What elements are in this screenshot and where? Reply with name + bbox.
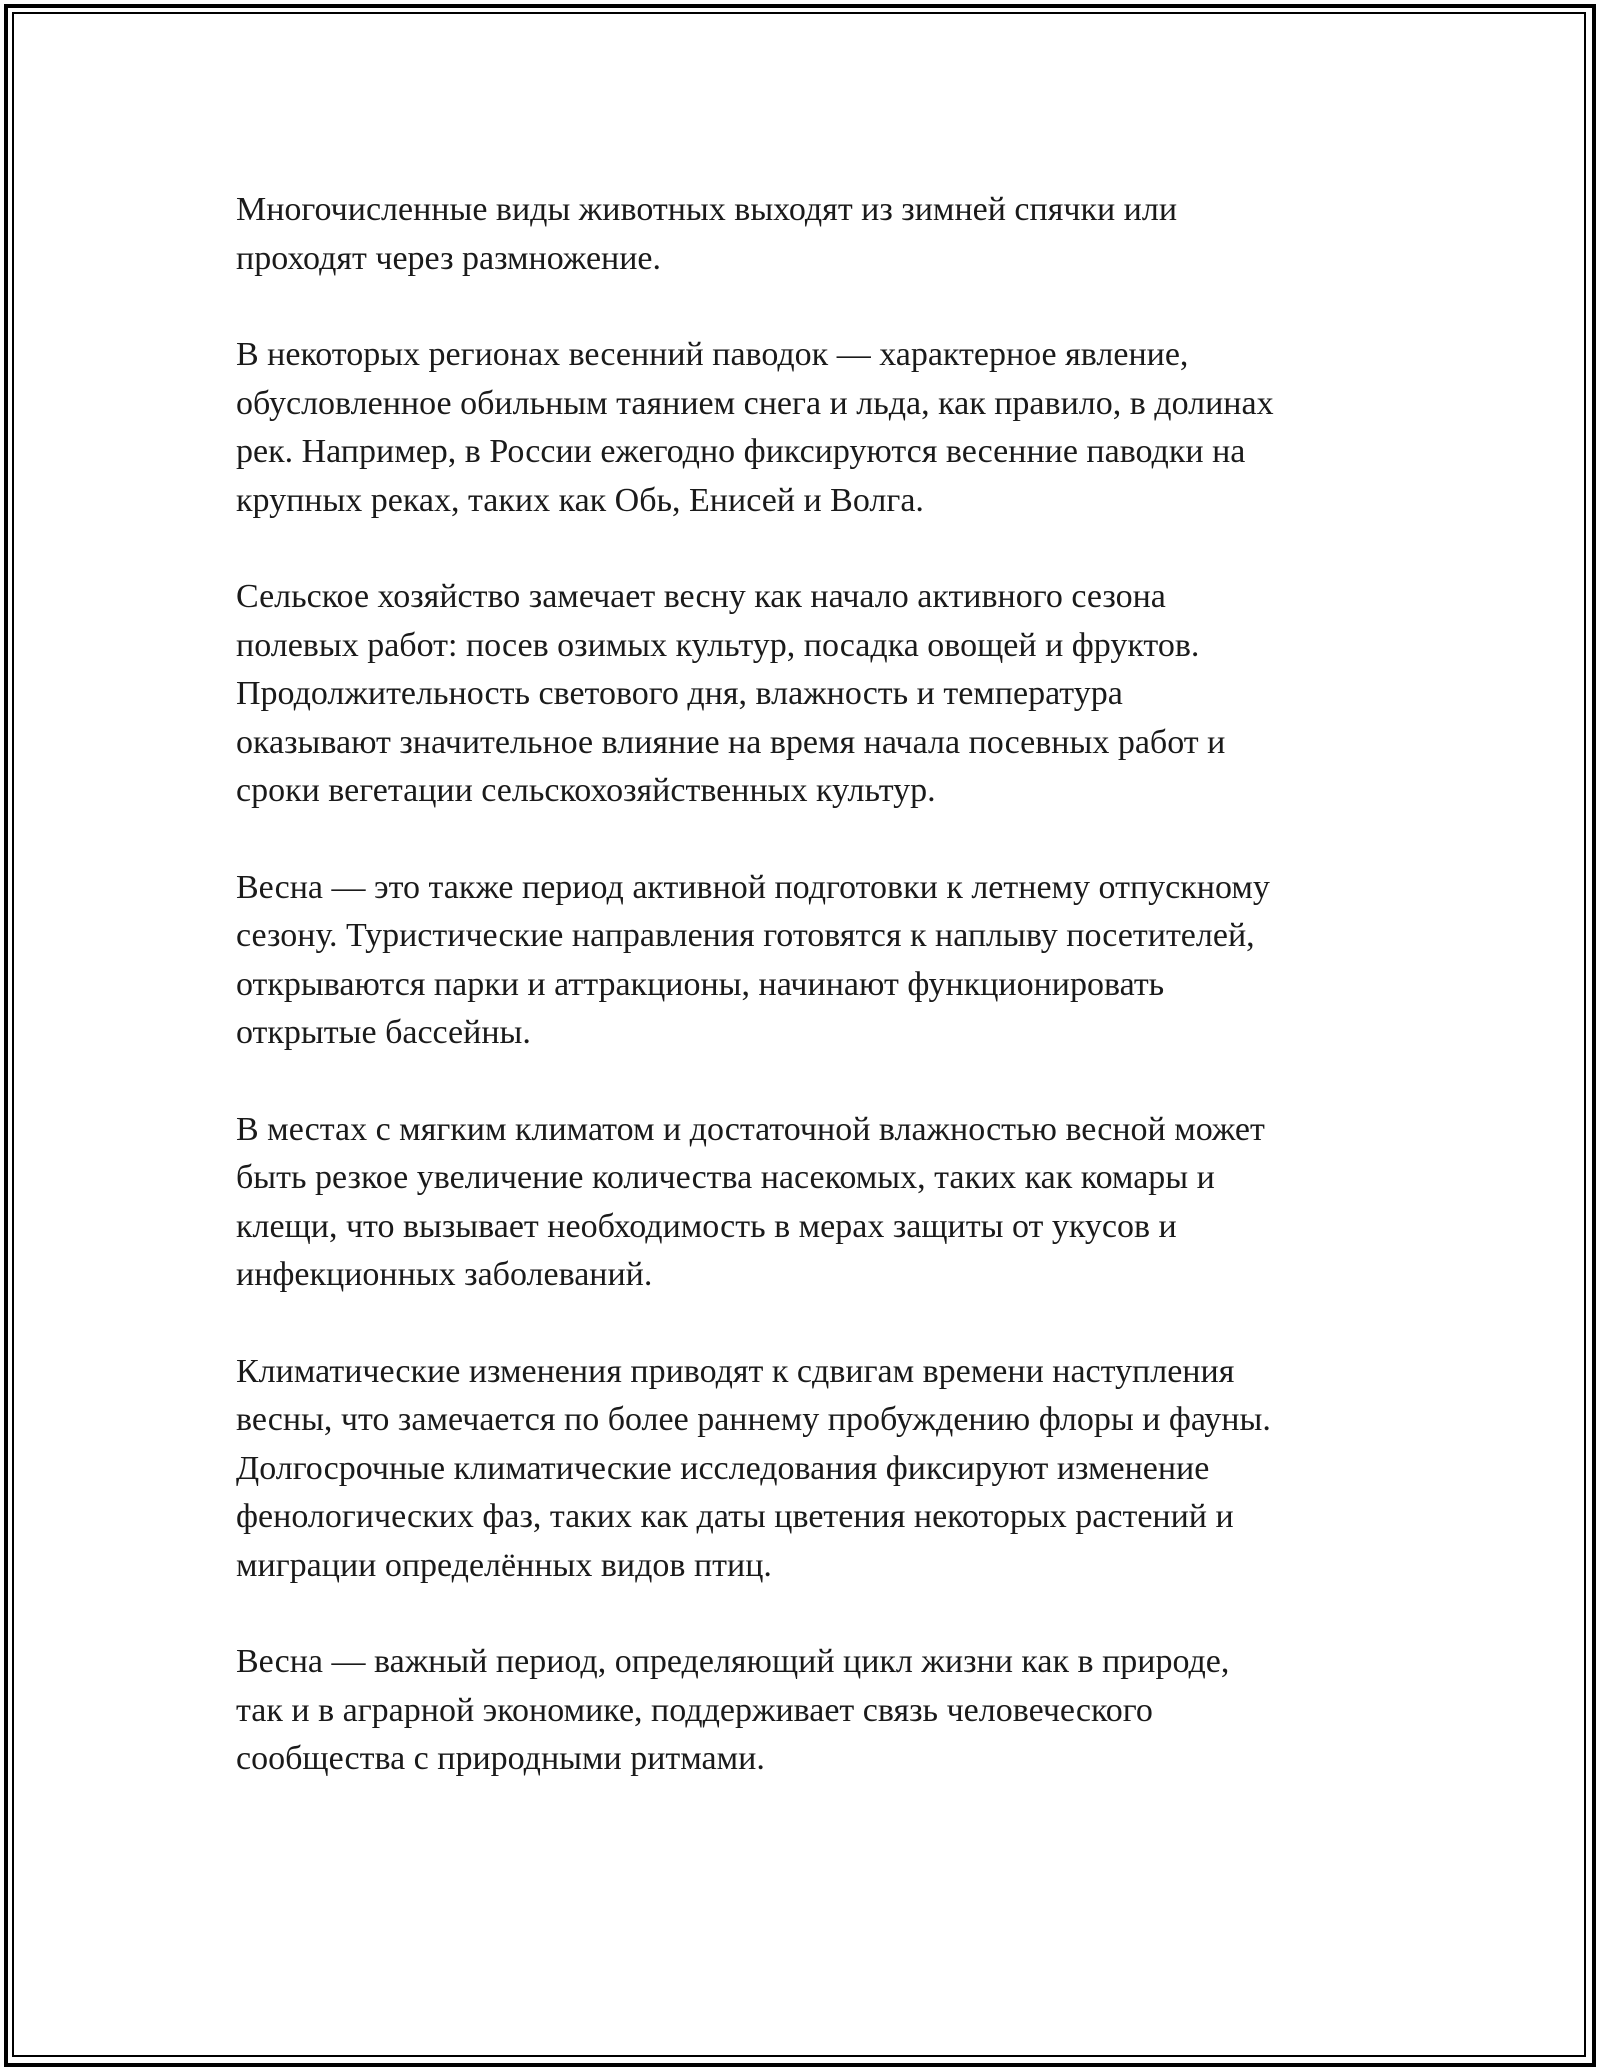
- paragraph: [236, 864, 1386, 1058]
- text-line: рек. Например, в России ежегодно фиксируются весенние паводки на: [236, 433, 1246, 470]
- text-line: Климатические изменения приводят к сдвигам времени наступления: [236, 1352, 1235, 1390]
- paragraph: [236, 331, 1386, 525]
- text-line: фенологических фаз, таких как даты цветения некоторых растений и: [236, 1498, 1234, 1535]
- text-line: Весна — это также период активной подготовки к летнему отпускному: [236, 868, 1270, 906]
- text-line: Весна — важный период, определяющий цикл жизни как в природе,: [236, 1643, 1230, 1680]
- text-line: Продолжительность светового дня, влажность и температура: [236, 675, 1123, 712]
- paragraph: [236, 1106, 1386, 1300]
- text-line: открываются парки и аттракционы, начинают функционировать: [236, 965, 1165, 1003]
- text-line: Сельское хозяйство замечает весну как начало активного сезона: [236, 578, 1166, 615]
- paragraph: [236, 573, 1386, 816]
- text-line: инфекционных заболеваний.: [236, 1256, 653, 1293]
- text-line: миграции определённых видов птиц.: [236, 1546, 772, 1584]
- paragraph: [236, 1348, 1386, 1591]
- text-line: быть резкое увеличение количества насекомых, таких как комары и: [236, 1159, 1215, 1196]
- text-line: сроки вегетации сельскохозяйственных культур.: [236, 772, 936, 809]
- text-line: весны, что замечается по более раннему пробуждению флоры и фауны.: [236, 1401, 1271, 1438]
- text-line: оказывают значительное влияние на время начала посевных работ и: [236, 723, 1226, 761]
- paragraph: [236, 1638, 1386, 1784]
- paragraph: [236, 186, 1386, 283]
- text-line: обусловленное обильным таянием снега и льда, как правило, в долинах: [236, 384, 1274, 422]
- text-line: Многочисленные виды животных выходят из зимней спячки или: [236, 191, 1178, 228]
- text-line: сообщества с природными ритмами.: [236, 1740, 765, 1777]
- text-line: сезону. Туристические направления готовятся к наплыву посетителей,: [236, 917, 1255, 954]
- text-line: Долгосрочные климатические исследования фиксируют изменение: [236, 1449, 1210, 1487]
- text-line: клещи, что вызывает необходимость в мерах защиты от укусов и: [236, 1207, 1177, 1245]
- text-line: В местах с мягким климатом и достаточной влажностью весной может: [236, 1110, 1265, 1148]
- text-line: проходят через размножение.: [236, 239, 662, 277]
- text-line: так и в аграрной экономике, поддерживает связь человеческого: [236, 1691, 1153, 1729]
- document-body: [236, 186, 1386, 1832]
- text-line: крупных реках, таких как Обь, Енисей и Волга.: [236, 481, 924, 519]
- text-line: В некоторых регионах весенний паводок — характерное явление,: [236, 336, 1189, 373]
- text-line: полевых работ: посев озимых культур, посадка овощей и фруктов.: [236, 626, 1200, 664]
- text-line: открытые бассейны.: [236, 1014, 531, 1051]
